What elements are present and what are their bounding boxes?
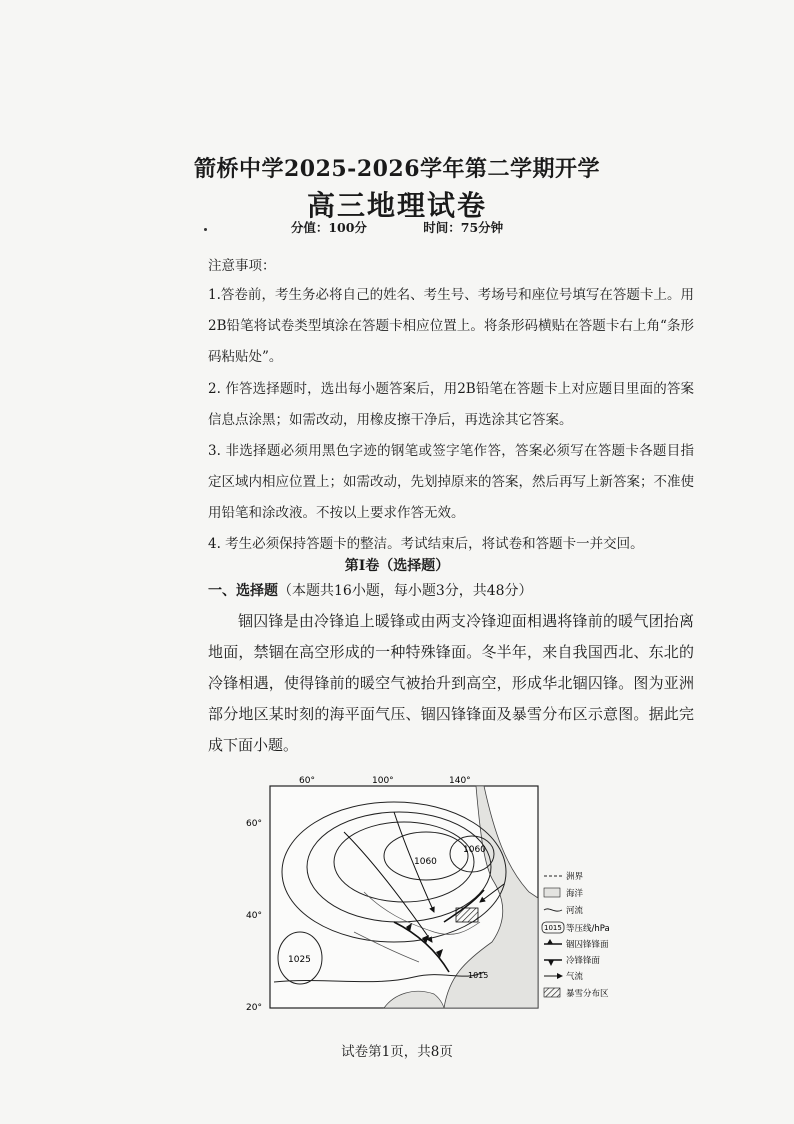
isobar-label-d: 1015 bbox=[468, 971, 489, 980]
notes-heading: 注意事项： bbox=[208, 258, 276, 274]
notice-item-2: 2. 作答选择题时，选出每小题答案后，用2B铅笔在答题卡上对应题目里面的答案信息点涂黑；如需改动，用橡皮擦干净后，再选涂其它答案。 bbox=[208, 381, 694, 428]
part-heading: 第Ⅰ卷（选择题） bbox=[344, 558, 450, 574]
exam-meta bbox=[0, 218, 794, 236]
time-label: 时间：75分钟 bbox=[423, 220, 504, 235]
notice-item-3: 3. 非选择题必须用黑色字迹的钢笔或签字笔作答，答案必须写在答题卡各题目指定区域内相应位置上；如需改动，先划掉原来的答案，然后再写上新答案；不准使用铅笔和涂改液。不按以上要求作答无效。 bbox=[208, 443, 694, 521]
legend-isobar: 等压线/hPa bbox=[566, 924, 610, 934]
isobar-label-b: 1060 bbox=[463, 845, 486, 855]
lat-label-60: 60° bbox=[246, 819, 262, 829]
isobar-label-c: 1025 bbox=[288, 955, 311, 965]
notice-item-4: 4. 考生必须保持答题卡的整洁。考试结束后，将试卷和答题卡一并交回。 bbox=[208, 536, 644, 552]
school-name: 箭桥中学2025-2026学年第二学期开学 bbox=[193, 156, 601, 182]
section-detail: （本题共16小题，每小题3分，共48分） bbox=[278, 583, 533, 599]
exam-title: 高三地理试卷 bbox=[306, 189, 487, 222]
page-footer: 试卷第1页，共8页 bbox=[341, 1044, 453, 1060]
lat-label-20: 20° bbox=[246, 1003, 262, 1013]
legend-river: 河流 bbox=[566, 906, 584, 916]
legend-snow: 暴雪分布区 bbox=[566, 989, 609, 999]
snowstorm-area bbox=[456, 908, 478, 922]
score-label: 分值：100分 bbox=[290, 220, 367, 235]
legend-cold-front: 冷锋锋面 bbox=[566, 956, 601, 966]
lat-label-40: 40° bbox=[246, 911, 262, 921]
notice-item-1: 1.答卷前，考生务必将自己的姓名、考生号、考场号和座位号填写在答题卡上。用2B铅笔将试卷类型填涂在答题卡相应位置上。将条形码横贴在答题卡右上角“条形码粘贴处”。 bbox=[208, 287, 694, 365]
legend-ocean: 海洋 bbox=[566, 889, 584, 899]
legend-occluded: 锢囚锋锋面 bbox=[566, 940, 609, 950]
lon-label-60: 60° bbox=[299, 776, 315, 786]
section-heading bbox=[208, 580, 533, 600]
legend-border: 洲界 bbox=[566, 872, 584, 882]
legend-airflow: 气流 bbox=[566, 972, 584, 982]
question-intro: 锢囚锋是由冷锋追上暖锋或由两支冷锋迎面相遇将锋前的暖气团抬离地面，禁锢在高空形成的一种特殊锋面。冬半年，来自我国西北、东北的冷锋相遇，使得锋前的暖空气被抬升到高空，形成华北锢囚锋。图为亚洲部分地区某时刻的海平面气压、锢囚锋锋面及暴雪分布区示意图。据此完成下面小题。 bbox=[208, 612, 694, 754]
weather-map-figure bbox=[244, 772, 624, 1022]
lon-label-140: 140° bbox=[449, 776, 471, 786]
legend-isobar-value: 1015 bbox=[544, 924, 562, 932]
isobar-label-a: 1060 bbox=[414, 857, 437, 867]
map-legend bbox=[542, 871, 610, 999]
lon-label-100: 100° bbox=[372, 776, 394, 786]
section-name: 一、选择题 bbox=[208, 583, 278, 599]
